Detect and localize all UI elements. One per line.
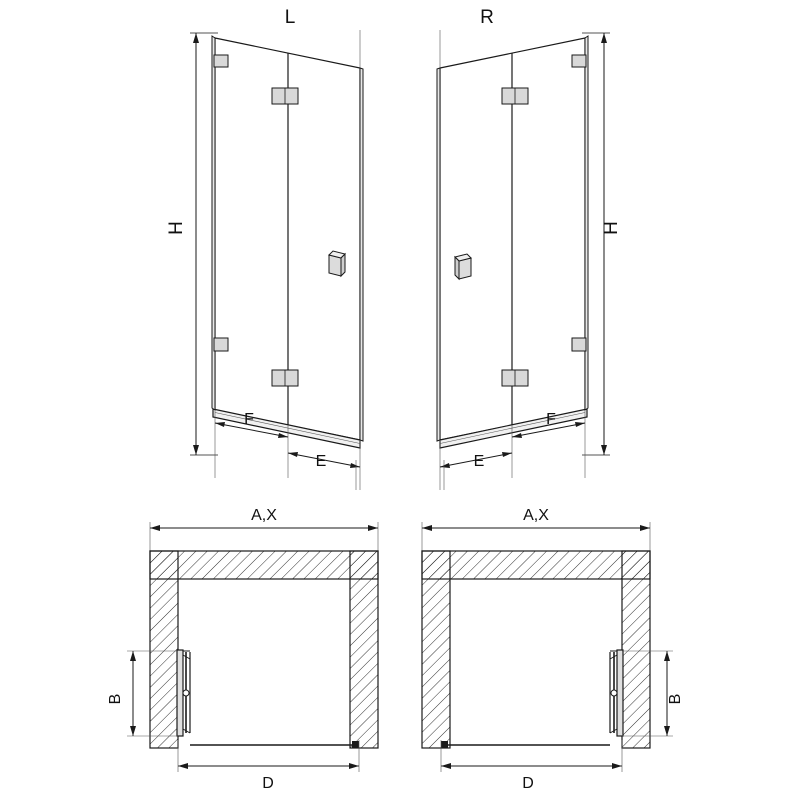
wall-structure-left (150, 551, 378, 748)
label-d-right: D (522, 775, 534, 792)
hinge-hardware-right (455, 55, 586, 386)
label-height-left: H (166, 221, 187, 235)
wall-structure-right (422, 551, 650, 748)
label-d-left: D (262, 775, 274, 792)
label-panel-E-left: E (315, 453, 327, 470)
plan-right-view (422, 507, 684, 792)
label-b-left: B (107, 693, 124, 705)
elevation-left-view (166, 7, 363, 490)
elevation-right-view (437, 7, 622, 490)
label-panel-F-right: F (546, 411, 556, 428)
label-height-right: H (601, 221, 622, 235)
dimension-ax-right (422, 522, 650, 552)
dimension-ax-left (150, 522, 378, 552)
label-view-R: R (480, 7, 494, 28)
label-view-L: L (284, 7, 296, 28)
door-leaves-plan-left (177, 650, 359, 748)
label-panel-F-left: F (244, 411, 254, 428)
label-panel-E-right: E (473, 453, 485, 470)
label-ax-right: A,X (523, 507, 549, 524)
hinge-hardware-left (214, 55, 345, 386)
door-leaves-plan-right (441, 650, 623, 748)
label-ax-left: A,X (251, 507, 277, 524)
plan-left-view (107, 507, 378, 792)
label-b-right: B (667, 693, 684, 705)
